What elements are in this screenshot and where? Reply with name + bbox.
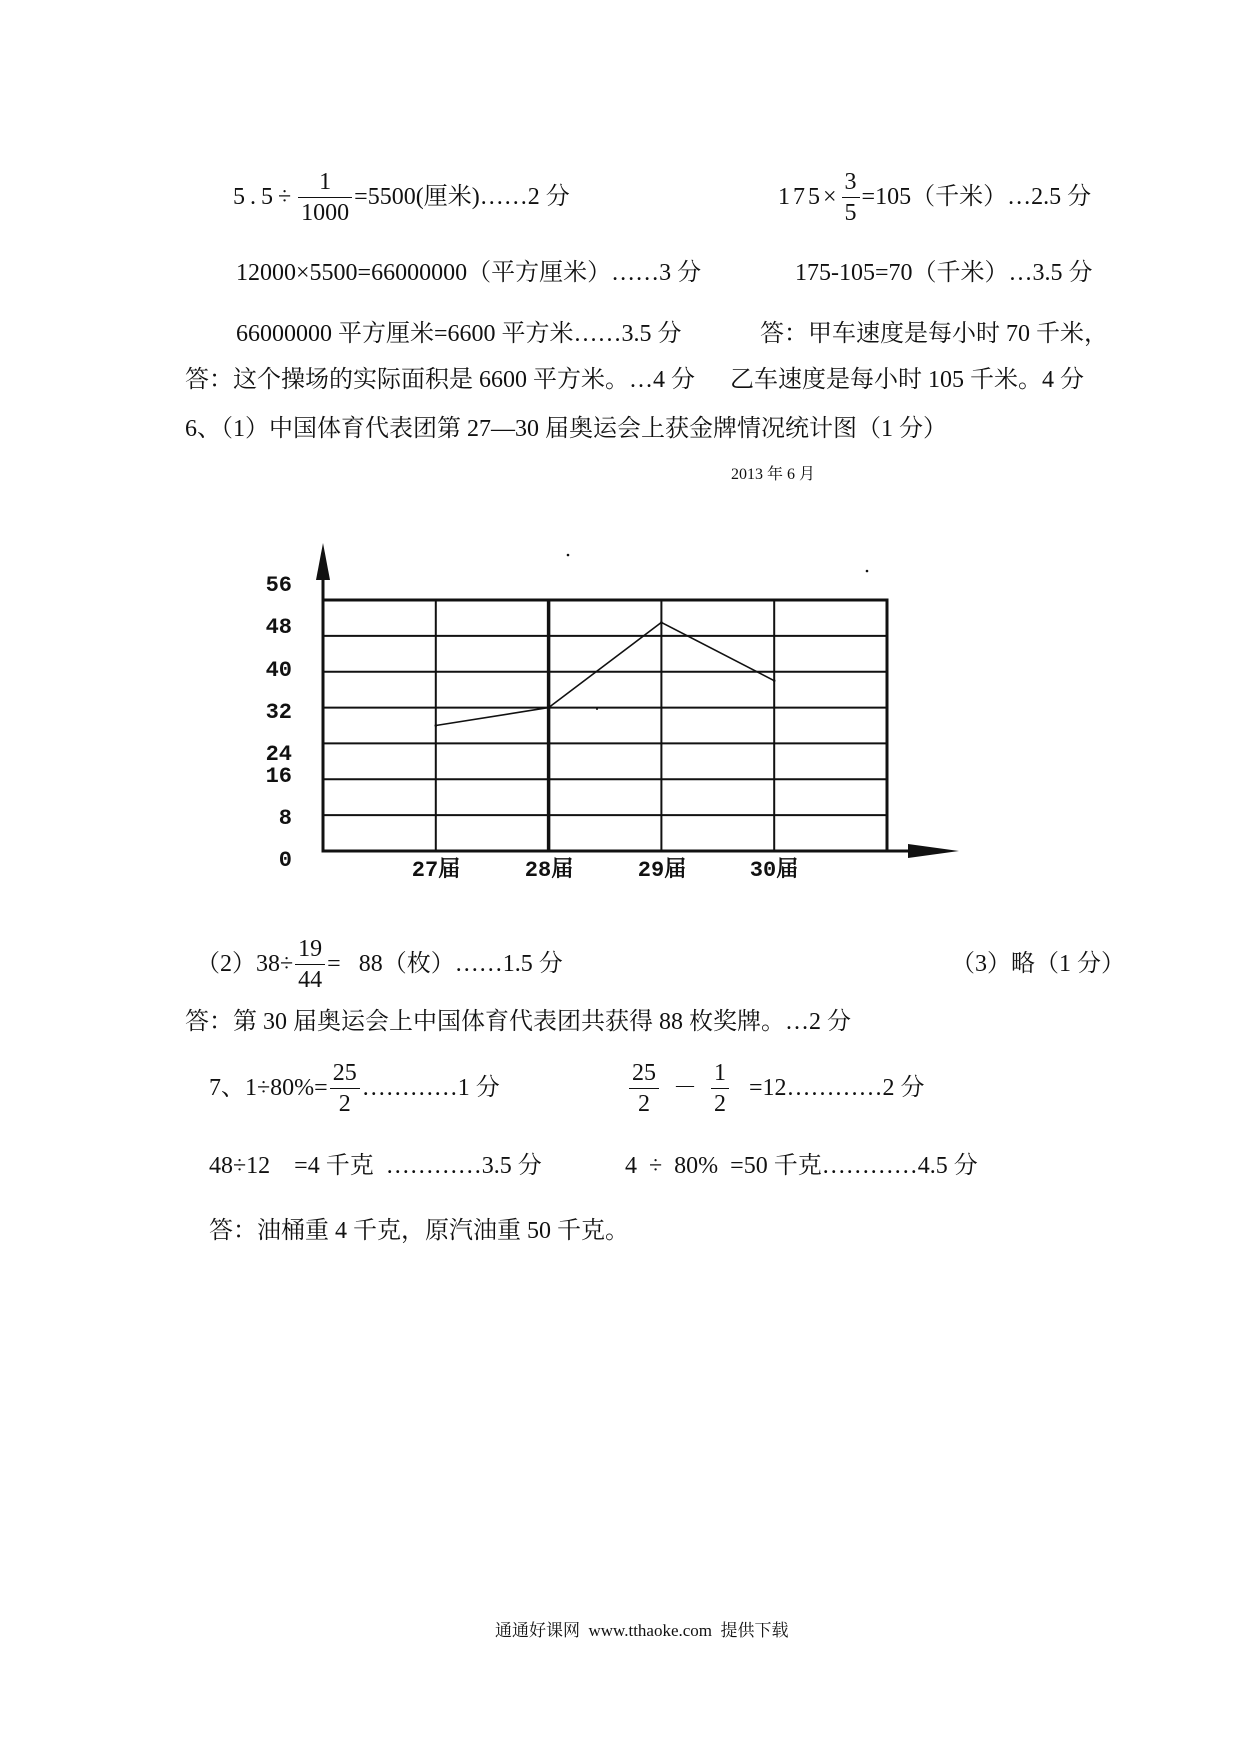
fraction-numerator: 25: [330, 1060, 360, 1089]
y-tick-label: 0: [278, 848, 292, 873]
q6-answer: 答：第 30 届奥运会上中国体育代表团共获得 88 枚奖牌。…2 分: [185, 1009, 851, 1035]
y-tick-label: 56: [265, 573, 292, 598]
q7-line2-left: 48÷12 =4 千克 …………3.5 分: [209, 1153, 542, 1179]
expression-text: = 88（枚）……1.5 分: [327, 951, 563, 977]
fraction-denominator: 1000: [301, 199, 350, 226]
fraction-numerator: 25: [629, 1060, 659, 1089]
expression-text: （2）38÷: [196, 951, 294, 977]
y-tick-label: 8: [278, 806, 292, 831]
x-axis-arrowhead: [908, 844, 959, 858]
fraction: [711, 1060, 729, 1117]
y-axis-arrowhead: [316, 543, 330, 580]
minus-operator: －: [661, 1075, 709, 1101]
fraction-numerator: 19: [295, 936, 325, 965]
data-point: [660, 621, 663, 624]
y-tick-label: 48: [265, 615, 292, 640]
fraction-denominator: 2: [338, 1090, 351, 1117]
series-line: [436, 622, 774, 725]
fraction: [629, 1060, 659, 1117]
speck-mark: [866, 570, 869, 573]
y-tick-label: 40: [265, 658, 292, 683]
fraction-denominator: 44: [298, 966, 323, 993]
data-point: [547, 706, 550, 709]
fraction-denominator: 2: [714, 1090, 726, 1117]
x-tick-label: 28届: [524, 858, 574, 883]
fraction-numerator: 1: [711, 1060, 729, 1089]
expression-text: …………1 分: [361, 1075, 500, 1101]
q5-line4-left: 答：这个操场的实际面积是 6600 平方米。…4 分: [185, 367, 695, 393]
fraction-denominator: 2: [638, 1090, 650, 1117]
q5-line1-left: [233, 167, 570, 227]
q5-line1-right: [778, 167, 1091, 227]
q6-part3: （3）略（1 分）: [951, 951, 1125, 977]
q5-line2-left: 12000×5500=66000000（平方厘米）……3 分: [236, 260, 702, 286]
x-tick-label: 30届: [749, 858, 799, 883]
fraction-numerator: 1: [298, 169, 352, 198]
speck-mark: [567, 554, 570, 557]
q5-line4-right: 乙车速度是每小时 105 千米。4 分: [730, 367, 1084, 393]
q7-line2-right: 4 ÷ 80% =50 千克…………4.5 分: [625, 1153, 978, 1179]
expression-text: =12…………2 分: [731, 1075, 925, 1101]
fraction-denominator: 5: [844, 199, 857, 226]
q5-line3-right: 答：甲车速度是每小时 70 千米，: [760, 321, 1108, 347]
expression-text: 7、1÷80%=: [209, 1075, 328, 1101]
x-tick-label: 27届: [411, 858, 461, 883]
data-point: [435, 724, 438, 727]
expression-text: 5.5÷: [233, 184, 297, 210]
q5-line2-right: 175-105=70（千米）…3.5 分: [795, 260, 1093, 286]
y-tick-label: 32: [265, 700, 292, 725]
y-tick-label: 24: [265, 742, 292, 767]
fraction-numerator: 3: [842, 169, 860, 198]
y-tick-label: 16: [265, 764, 292, 789]
x-tick-label: 29届: [637, 858, 687, 883]
expression-text: =5500(厘米)……2 分: [354, 184, 570, 210]
fraction: [295, 936, 325, 993]
page-footer: 通通好课网 www.tthaoke.com 提供下载: [495, 1621, 789, 1640]
data-point: [773, 679, 776, 682]
chart-date: 2013 年 6 月: [731, 466, 816, 483]
q6-part2: [196, 934, 563, 994]
q6-part1-heading: 6、（1）中国体育代表团第 27—30 届奥运会上获金牌情况统计图（1 分）: [185, 416, 947, 442]
q7-answer: 答：油桶重 4 千克，原汽油重 50 千克。: [209, 1218, 629, 1244]
expression-text: 175×: [778, 184, 840, 210]
fraction: [842, 169, 860, 226]
expression-text: =105（千米）…2.5 分: [861, 184, 1092, 210]
q5-line3-left: 66000000 平方厘米=6600 平方米……3.5 分: [236, 321, 682, 347]
gold-medal-line-chart: [280, 530, 980, 900]
fraction: [298, 169, 352, 226]
q7-line1-right: [627, 1058, 925, 1118]
q7-line1-left: [209, 1058, 500, 1118]
fraction: [330, 1060, 360, 1117]
